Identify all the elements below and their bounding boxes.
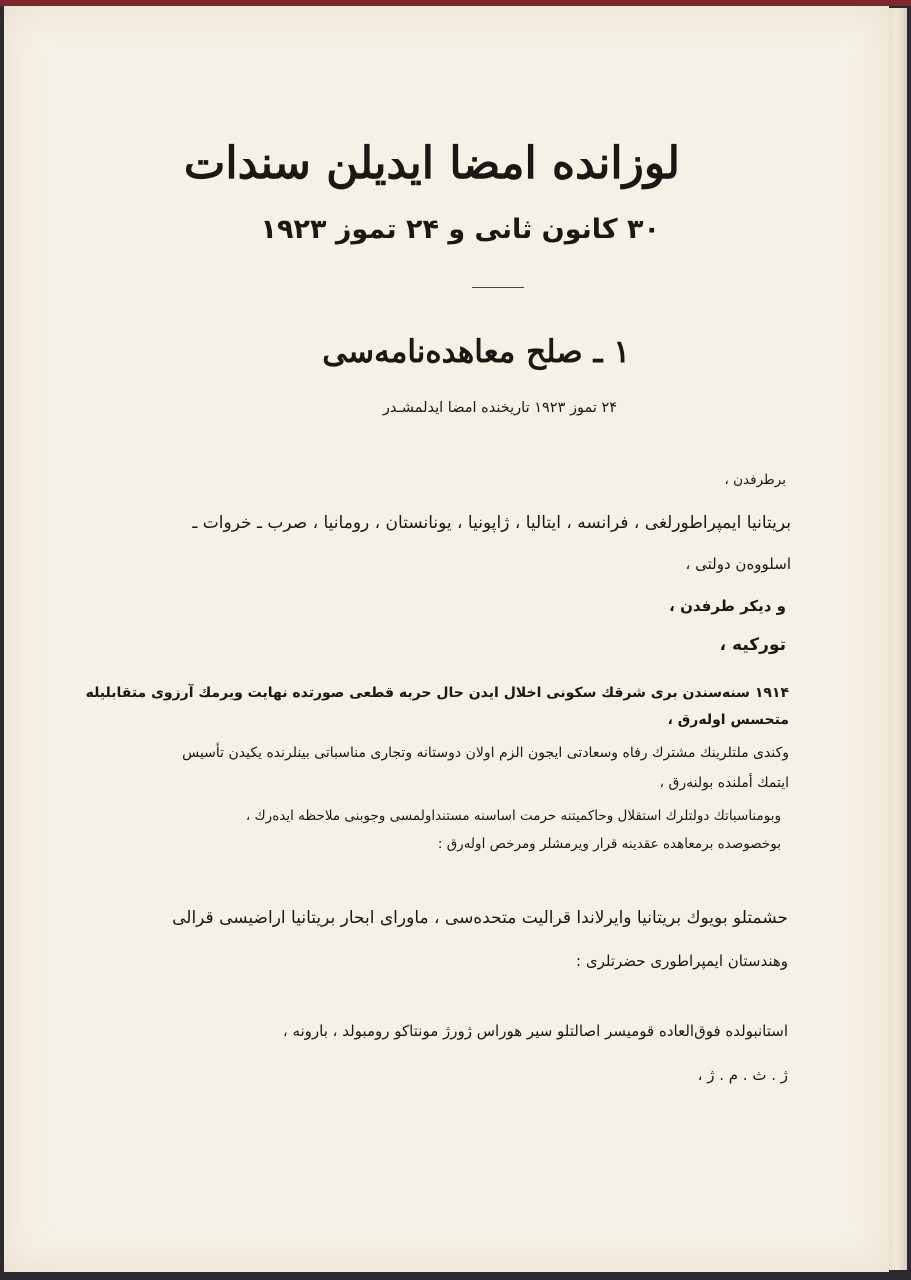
document-title: لوزانده امضا ایدیلن سندات [183, 138, 680, 189]
paragraph-line: بوخصوصده برمعاهده عقدینه قرار ویرمشلر ومرخص اوله‌رق : [437, 836, 781, 852]
page-edge [889, 8, 907, 1270]
paragraph-line: وکندی ملتلرینك مشترك رفاه وسعادتی ایجون الزم اولان دوستانه وتجاری مناسباتی بینلرنده یکیدن تأسیس [182, 745, 789, 761]
paragraph-line: وبومناسباتك دولتلرك استقلال وحاکمیتنه حرمت اساسنه مستنداولمسی وجوبنی ملاحظه ایده‌رك ، [245, 808, 781, 824]
paragraph-line: حشمتلو بویوك بریتانیا وایرلاندا قرالیت متحده‌سی ، ماورای ابحار بریتانیا اراضیسی قرالی [172, 908, 788, 928]
paragraph-line: ۱۹۱۴ سنه‌سندن بری شرقك سکونی اخلال ایدن حال حربه قطعی صورتده نهایت ویرمك آرزوی متقابلیله [85, 685, 789, 701]
section-subheading: ۲۴ تموز ۱۹۲۳ تاریخنده امضا ایدلمشـدر [382, 400, 618, 416]
paragraph-line: متحسس اوله‌رق ، [667, 712, 789, 728]
paragraph-line: و دیکر طرفدن ، [669, 597, 786, 615]
document-dates: ۳۰ کانون ثانی و ۲۴ تموز ۱۹۲۳ [260, 214, 660, 245]
divider-rule [472, 287, 524, 288]
paragraph-line: بریتانیا ایمپراطورلغی ، فرانسه ، ایتالیا ، ژاپونیا ، یونانستان ، رومانیا ، صرب ـ خروات ـ [192, 513, 791, 533]
paragraph-line: ایتمك أملنده بولنه‌رق ، [659, 775, 789, 791]
paragraph-line: وهندستان ایمپراطوری حضرتلری : [576, 952, 788, 970]
paragraph-line: برطرفدن ، [724, 472, 786, 488]
section-heading: ۱ ـ صلح معاهده‌نامه‌سی [322, 334, 630, 370]
paragraph-line: استانبولده فوق‌العاده قومیسر اصالتلو سیر هوراس ژورژ مونتاکو رومبولد ، بارونه ، [282, 1022, 788, 1040]
paragraph-line: تورکیه ، [719, 635, 786, 655]
paragraph-line: اسلووه‌ن دولتی ، [685, 555, 791, 573]
paragraph-line: ژ . ث . م . ژ ، [697, 1066, 788, 1084]
